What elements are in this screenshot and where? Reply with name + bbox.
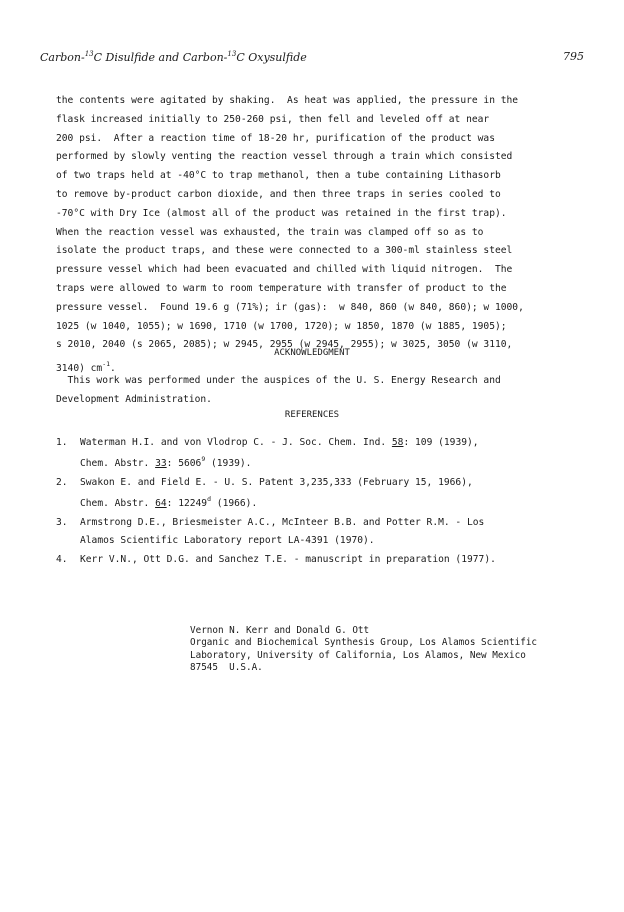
body-line: pressure vessel which had been evacuated and chilled with liquid nitrogen. The (56, 264, 513, 276)
reference-list (56, 434, 586, 570)
reference-number: 4. (56, 554, 68, 566)
body-line: to remove by-product carbon dioxide, and then three traps in series cooled to (56, 188, 501, 200)
body-line: performed by slowly venting the reaction vessel through a train which consisted (56, 151, 513, 163)
acknowledgment-heading: ACKNOWLEDGMENT (274, 348, 350, 358)
body-line: the contents were agitated by shaking. As heat was applied, the pressure in the (56, 95, 519, 106)
body-line: -70°C with Dry Ice (almost all of the product was retained in the first trap). (56, 207, 507, 219)
body-line: 1025 (w 1040, 1055); w 1690, 1710 (w 1700, 1720); w 1850, 1870 (w 1885, 1905); (56, 320, 507, 332)
reference-item: 1. Waterman H.I. and von Vlodrop C. - J. Soc. Chem. Ind. 58: 109 (1939), Chem. Abstr. 33: 5606$^9$ (1939). (56, 434, 586, 474)
reference-number: 3. (56, 516, 68, 528)
body-line: traps were allowed to warm to room temperature with transfer of product to the (56, 282, 507, 294)
body-line: 200 psi. After a reaction time of 18-20 hr, purification of the product was (56, 132, 495, 144)
running-head (40, 50, 584, 66)
affiliation-line: Organic and Biochemical Synthesis Group, Los Alamos Scientific (190, 637, 538, 649)
author-names: Vernon N. Kerr and Donald G. Ott (190, 625, 370, 636)
reference-item: 3. Armstrong D.E., Briesmeister A.C., McInteer B.B. and Potter R.M. - Los Alamos Scientific Laboratory report LA-4391 (1970). (56, 514, 586, 552)
reference-item: 2. Swakon E. and Field E. - U. S. Patent 3,235,333 (February 15, 1966), Chem. Abstr. 64: 12249$^d$ (1966). (56, 474, 586, 514)
body-line: When the reaction vessel was exhausted, the train was clamped off so as to (56, 226, 484, 238)
body-line: s 2010, 2040 (s 2065, 2085); w 2945, 2955 (w 2945, 2955); w 3025, 3050 (w 3110, (56, 339, 513, 351)
page-number: 795 (563, 50, 584, 63)
author-signature-block (190, 625, 610, 675)
body-line: isolate the product traps, and these were connected to a 300-ml stainless steel (56, 245, 513, 257)
reference-number: 2. (56, 476, 68, 488)
references-heading: REFERENCES (284, 410, 340, 420)
body-line: pressure vessel. Found 19.6 g (71%); ir (gas): w 840, 860 (w 840, 860); w 1000, (56, 301, 524, 313)
reference-number: 1. (56, 437, 68, 448)
acknowledgment-text (56, 372, 586, 410)
body-line: of two traps held at -40°C to trap methanol, then a tube containing Lithasorb (56, 170, 501, 182)
running-head-title: Carbon-$^{13}$C Disulfide and Carbon-$^{13}$C Oxysulfide (40, 50, 307, 64)
body-paragraph (56, 92, 576, 378)
affiliation-line: Laboratory, University of California, Los Alamos, New Mexico (190, 649, 526, 661)
body-line: flask increased initially to 250-260 psi, then fell and leveled off at near (56, 113, 490, 125)
affiliation-line: 87545 U.S.A. (190, 662, 263, 674)
body-line-last: 3140) $cm^{-1}$. (56, 360, 116, 375)
reference-item: 4. Kerr V.N., Ott D.G. and Sanchez T.E. - manuscript in preparation (1977). (56, 551, 586, 570)
acknowledgment-line: Development Administration. (56, 393, 212, 405)
acknowledgment-line: This work was performed under the auspices of the U. S. Energy Research and (56, 375, 501, 386)
